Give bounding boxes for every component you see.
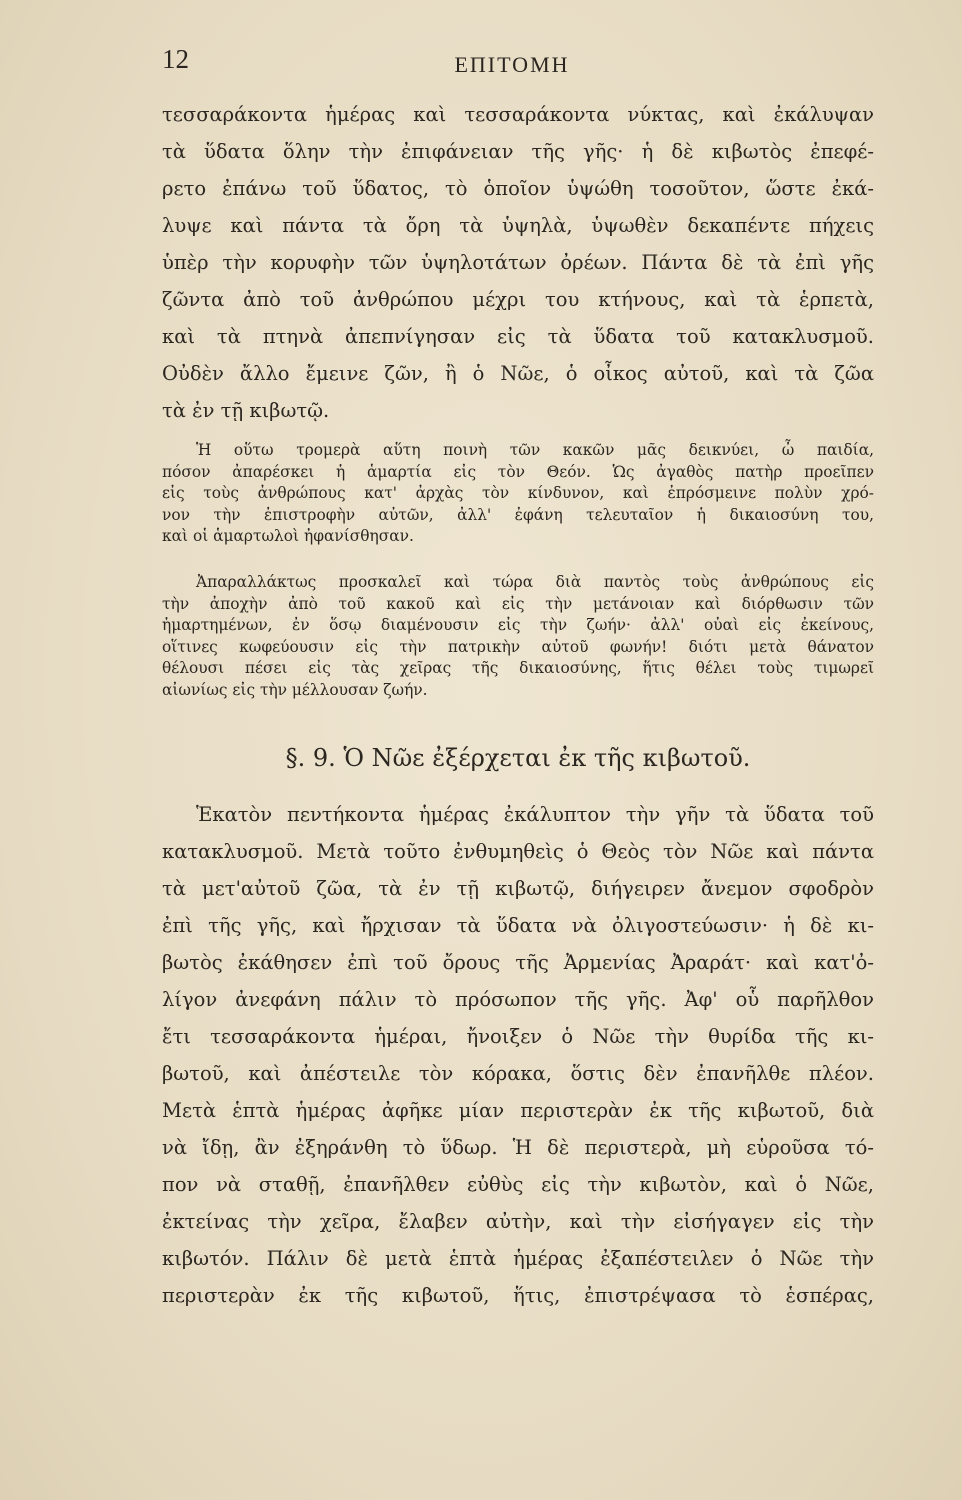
text-line: κατακλυσμοῦ. Μετὰ τοῦτο ἐνθυμηθεὶς ὁ Θεὸς τὸν Νῶε καὶ πάντα	[162, 840, 874, 863]
text-line: νον τὴν ἐπιστροφὴν αὐτῶν, ἀλλ' ἐφάνη τελευταῖον ἡ δικαιοσύνη του,	[162, 505, 874, 524]
text-line: πον νὰ σταθῇ, ἐπανῆλθεν εὐθὺς εἰς τὴν κιβωτὸν, καὶ ὁ Νῶε,	[162, 1173, 874, 1196]
running-title: ΕΠΙΤΟΜΗ	[454, 52, 570, 77]
text-line: βωτοῦ, καὶ ἀπέστειλε τὸν κόρακα, ὅστις δὲν ἐπανῆλθε πλέον.	[162, 1062, 874, 1085]
paragraph-moral-repentance	[162, 572, 874, 702]
text-line: τὰ ἐν τῇ κιβωτῷ.	[162, 399, 330, 422]
text-line: ἡμαρτημένων, ἐν ὅσῳ διαμένουσιν εἰς τὴν ζωήν· ἀλλ' οὐαὶ εἰς ἐκείνους,	[162, 616, 874, 635]
text-line: ἐπὶ τῆς γῆς, καὶ ἤρχισαν τὰ ὕδατα νὰ ὀλιγοστεύωσιν· ἡ δὲ κι-	[162, 914, 874, 937]
text-line: τὰ μετ'αὐτοῦ ζῶα, τὰ ἐν τῇ κιβωτῷ, διήγειρεν ἄνεμον σφοδρὸν	[162, 877, 874, 900]
text-line: Μετὰ ἑπτὰ ἡμέρας ἀφῆκε μίαν περιστερὰν ἐκ τῆς κιβωτοῦ, διὰ	[162, 1099, 874, 1122]
text-line: εἰς τοὺς ἀνθρώπους κατ' ἀρχὰς τὸν κίνδυνον, καὶ ἐπρόσμεινε πολὺν χρό-	[162, 484, 874, 503]
text-line: Ἑκατὸν πεντήκοντα ἡμέρας ἐκάλυπτον τὴν γῆν τὰ ὕδατα τοῦ	[196, 803, 874, 826]
section-heading: §. 9. Ὁ Νῶε ἐξέρχεται ἐκ τῆς κιβωτοῦ.	[285, 744, 751, 772]
text-line: Οὐδὲν ἄλλο ἔμεινε ζῶν, ἢ ὁ Νῶε, ὁ οἶκος αὐτοῦ, καὶ τὰ ζῶα	[162, 362, 874, 385]
text-line: ἐκτείνας τὴν χεῖρα, ἔλαβεν αὐτὴν, καὶ τὴν εἰσήγαγεν εἰς τὴν	[162, 1210, 874, 1233]
paragraph-noah-leaves-ark	[162, 796, 874, 1314]
text-line: λυψε καὶ πάντα τὰ ὄρη τὰ ὑψηλὰ, ὑψωθὲν δεκαπέντε πήχεις	[162, 214, 874, 237]
text-line: ρετο ἐπάνω τοῦ ὕδατος, τὸ ὁποῖον ὑψώθη τοσοῦτον, ὥστε ἐκά-	[162, 177, 874, 200]
text-line: περιστερὰν ἐκ τῆς κιβωτοῦ, ἥτις, ἐπιστρέψασα τὸ ἑσπέρας,	[162, 1284, 874, 1307]
page-number: 12	[162, 44, 189, 74]
text-line: καὶ οἱ ἁμαρτωλοὶ ἠφανίσθησαν.	[162, 527, 414, 546]
text-line: νὰ ἴδῃ, ἂν ἐξηράνθη τὸ ὕδωρ. Ἡ δὲ περιστερὰ, μὴ εὑροῦσα τό-	[162, 1136, 874, 1159]
text-line: λίγον ἀνεφάνη πάλιν τὸ πρόσωπον τῆς γῆς. Ἀφ' οὗ παρῆλθον	[162, 988, 874, 1011]
text-line: ζῶντα ἀπὸ τοῦ ἀνθρώπου μέχρι του κτήνους, καὶ τὰ ἑρπετὰ,	[162, 288, 874, 311]
page-header	[162, 44, 862, 84]
paragraph-moral-punishment	[162, 440, 874, 548]
text-line: καὶ τὰ πτηνὰ ἀπεπνίγησαν εἰς τὰ ὕδατα τοῦ κατακλυσμοῦ.	[162, 325, 874, 348]
text-line: Ἡ οὕτω τρομερὰ αὕτη ποινὴ τῶν κακῶν μᾶς δεικνύει, ὦ παιδία,	[196, 441, 874, 459]
text-line: οἵτινες κωφεύουσιν εἰς τὴν πατρικὴν αὐτοῦ φωνήν! διότι μετὰ θάνατον	[162, 637, 874, 656]
text-line: Ἀπαραλλάκτως προσκαλεῖ καὶ τώρα διὰ παντὸς τοὺς ἀνθρώπους εἰς	[196, 573, 874, 591]
paragraph-flood-waters	[162, 96, 874, 429]
text-line: τεσσαράκοντα ἡμέρας καὶ τεσσαράκοντα νύκτας, καὶ ἐκάλυψαν	[162, 103, 874, 126]
text-line: ἔτι τεσσαράκοντα ἡμέραι, ἤνοιξεν ὁ Νῶε τὴν θυρίδα τῆς κι-	[162, 1025, 874, 1048]
text-line: θέλουσι πέσει εἰς τὰς χεῖρας τῆς δικαιοσύνης, ἥτις θέλει τοὺς τιμωρεῖ	[162, 659, 874, 678]
text-line: ὑπὲρ τὴν κορυφὴν τῶν ὑψηλοτάτων ὀρέων. Πάντα δὲ τὰ ἐπὶ γῆς	[162, 251, 874, 274]
text-line: βωτὸς ἐκάθησεν ἐπὶ τοῦ ὄρους τῆς Ἀρμενίας Ἀραράτ· καὶ κατ'ὀ-	[162, 951, 874, 974]
text-line: τὴν ἀποχὴν ἀπὸ τοῦ κακοῦ καὶ εἰς τὴν μετάνοιαν καὶ διόρθωσιν τῶν	[162, 594, 874, 613]
text-line: αἰωνίως εἰς τὴν μέλλουσαν ζωήν.	[162, 680, 428, 699]
text-line: τὰ ὕδατα ὅλην τὴν ἐπιφάνειαν τῆς γῆς· ἡ δὲ κιβωτὸς ἐπεφέ-	[162, 140, 874, 163]
text-line: πόσον ἀπαρέσκει ἡ ἁμαρτία εἰς τὸν Θεόν. Ὡς ἀγαθὸς πατὴρ προεῖπεν	[162, 462, 874, 481]
text-line: κιβωτόν. Πάλιν δὲ μετὰ ἑπτὰ ἡμέρας ἐξαπέστειλεν ὁ Νῶε τὴν	[162, 1247, 874, 1270]
